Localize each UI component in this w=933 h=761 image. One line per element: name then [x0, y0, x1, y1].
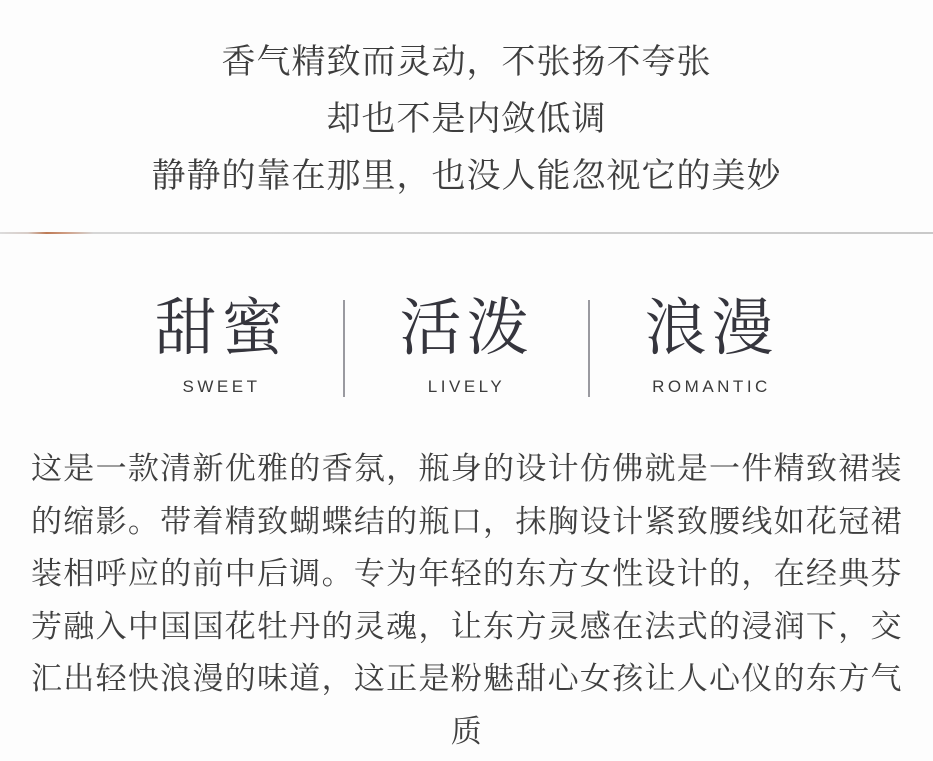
product-description: 这是一款清新优雅的香氛，瓶身的设计仿佛就是一件精致裙装的缩影。带着精致蝴蝶结的瓶口，抹胸设计紧致腰线如花冠裙装相呼应的前中后调。专为年轻的东方女性设计的，在经典芬芳融入中国国花牡丹的灵魂，让东方灵感在法式的浸润下，交汇出轻快浪漫的味道，这正是粉魅甜心女孩让人心仪的东方气质	[31, 451, 902, 749]
trait-romantic	[590, 294, 833, 397]
trait-lively-zh-label: 活泼	[399, 294, 534, 363]
tagline-line-2: 却也不是内敛低调	[326, 100, 607, 138]
tagline-line-3: 静静的靠在那里，也没人能忽视它的美妙	[151, 157, 782, 195]
trait-sweet	[100, 294, 343, 397]
intro-tagline-section	[0, 0, 933, 205]
trait-romantic-zh-label: 浪漫	[644, 294, 779, 363]
description-section	[31, 443, 902, 758]
trait-romantic-en-label: ROMANTIC	[652, 377, 771, 396]
traits-section	[0, 294, 933, 397]
section-divider	[0, 232, 933, 234]
trait-sweet-zh-label: 甜蜜	[154, 294, 289, 363]
trait-sweet-en-label: SWEET	[182, 377, 261, 396]
trait-lively	[345, 294, 588, 397]
tagline-line-1: 香气精致而灵动，不张扬不夸张	[221, 43, 712, 81]
trait-lively-en-label: LIVELY	[427, 377, 506, 396]
